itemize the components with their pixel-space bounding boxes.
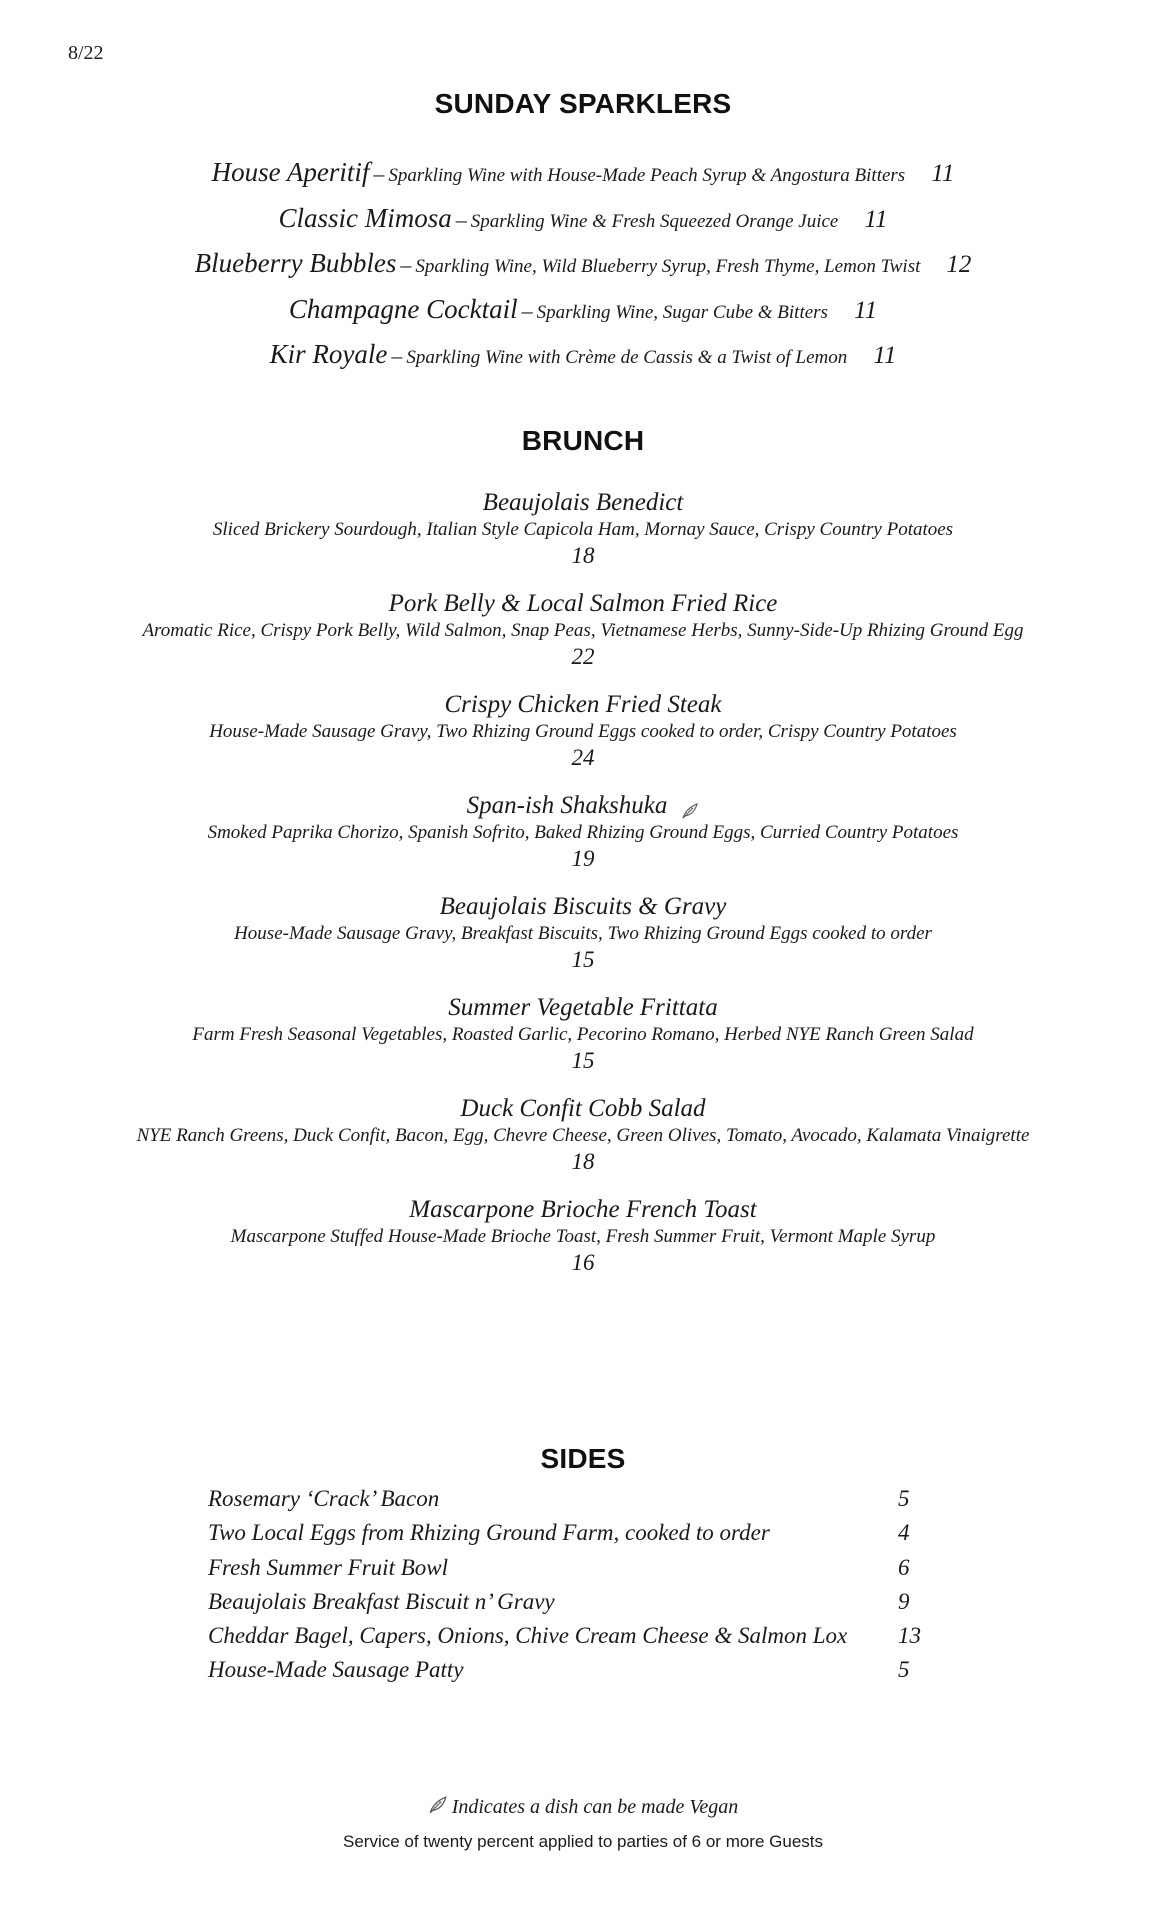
sparkler-name: Blueberry Bubbles [194,248,397,278]
sparkler-name: Kir Royale [269,339,388,369]
dish-desc: Mascarpone Stuffed House-Made Brioche Toast, Fresh Summer Fruit, Vermont Maple Syrup [230,1226,936,1247]
side-price: 5 [898,1486,910,1511]
sparkler-desc: Sparkling Wine, Wild Blueberry Syrup, Fresh Thyme, Lemon Twist [415,256,921,277]
dish-price: 16 [571,1250,595,1275]
dish-desc: Smoked Paprika Chorizo, Spanish Sofrito, Baked Rhizing Ground Eggs, Curried Country Potatoes [207,822,959,843]
dish-price: 15 [571,1048,595,1073]
side-item [208,1619,968,1653]
side-item [208,1653,968,1687]
side-item [208,1516,968,1550]
dish-name: Duck Confit Cobb Salad [460,1095,706,1122]
dish-desc: House-Made Sausage Gravy, Two Rhizing Ground Eggs cooked to order, Crispy Country Potatoes [209,721,957,742]
side-name: Fresh Summer Fruit Bowl [208,1554,448,1580]
leaf-icon [428,1795,448,1815]
sparkler-name: House Aperitif [211,157,370,187]
side-name: Beaujolais Breakfast Biscuit n’ Gravy [208,1588,555,1614]
dish-price: 18 [571,1149,595,1174]
dish-price: 15 [571,947,595,972]
sparkler-price: 12 [946,251,972,278]
dish-desc: Sliced Brickery Sourdough, Italian Style Capicola Ham, Mornay Sauce, Crispy Country Potatoes [212,519,954,540]
sparklers-title: SUNDAY SPARKLERS [434,88,732,119]
dish-desc: Farm Fresh Seasonal Vegetables, Roasted Garlic, Pecorino Romano, Herbed NYE Ranch Green Salad [192,1024,974,1045]
sparkler-desc: Sparkling Wine & Fresh Squeezed Orange Juice [470,210,839,232]
brunch-item [0,589,1166,671]
dish-desc: House-Made Sausage Gravy, Breakfast Biscuits, Two Rhizing Ground Eggs cooked to order [234,923,932,944]
sparkler-item [0,150,1166,196]
dish-name: Beaujolais Biscuits & Gravy [439,893,727,920]
sparklers-list [0,150,1166,378]
side-price: 4 [898,1520,910,1546]
dish-name: Beaujolais Benedict [482,489,684,516]
sparkler-price: 11 [873,342,897,369]
dish-desc: NYE Ranch Greens, Duck Confit, Bacon, Egg, Chevre Cheese, Green Olives, Tomato, Avocado, Kalamata Vinaigrette [136,1125,1030,1146]
side-name: Cheddar Bagel, Capers, Onions, Chive Cream Cheese & Salmon Lox [208,1623,848,1649]
dish-desc: Aromatic Rice, Crispy Pork Belly, Wild Salmon, Snap Peas, Vietnamese Herbs, Sunny-Side-Up Rhizing Ground Egg [142,620,1024,641]
dish-name: Summer Vegetable Frittata [448,994,718,1021]
brunch-item [0,791,1166,873]
leaf-icon [681,798,699,816]
page-number: 8/22 [68,42,104,64]
sparkler-dash: – [521,297,533,323]
sparkler-desc: Sparkling Wine with Crème de Cassis & a Twist of Lemon [406,347,848,368]
side-item [208,1482,968,1516]
side-item [208,1585,968,1619]
sides-title: SIDES [540,1443,626,1474]
side-price: 9 [898,1588,910,1614]
sparkler-dash: – [400,252,412,277]
brunch-title: BRUNCH [521,425,645,456]
side-name: Rosemary ‘Crack’ Bacon [208,1486,440,1511]
sparkler-item [0,332,1166,378]
side-name: Two Local Eggs from Rhizing Ground Farm, cooked to order [208,1520,770,1546]
dish-name: Pork Belly & Local Salmon Fried Rice [388,590,778,617]
sparkler-price: 11 [853,296,878,324]
dish-name: Span-ish Shakshuka [466,792,668,819]
dish-price: 18 [571,543,595,568]
side-price: 13 [898,1623,921,1649]
sparkler-item [0,196,1166,242]
sparkler-price: 11 [931,160,955,187]
dish-price: 19 [571,846,595,871]
brunch-list [0,488,1166,1296]
sparkler-dash: – [391,343,403,368]
sparkler-price: 11 [864,205,888,233]
side-price: 5 [898,1657,910,1683]
sparkler-dash: – [373,161,385,186]
sparkler-item [0,241,1166,287]
sparkler-item [0,287,1166,333]
side-item [208,1551,968,1585]
brunch-item [0,892,1166,974]
sparkler-dash: – [455,206,467,232]
dish-name: Mascarpone Brioche French Toast [409,1196,757,1223]
sparkler-name: Classic Mimosa [278,202,452,233]
sides-list [208,1482,968,1688]
dish-name-row [0,791,1166,821]
vegan-note [0,1795,1166,1819]
dish-price: 22 [571,644,595,669]
sparkler-desc: Sparkling Wine, Sugar Cube & Bitters [536,301,828,323]
dish-name: Crispy Chicken Fried Steak [444,691,722,718]
service-note: Service of twenty percent applied to parties of 6 or more Guests [342,1832,824,1851]
dish-price: 24 [571,745,595,770]
brunch-item [0,1094,1166,1176]
sparkler-name: Champagne Cocktail [288,293,518,324]
sparkler-desc: Sparkling Wine with House-Made Peach Syrup & Angostura Bitters [388,165,906,186]
side-name: House-Made Sausage Patty [208,1657,464,1683]
side-price: 6 [898,1554,910,1580]
brunch-item [0,488,1166,570]
brunch-item [0,993,1166,1075]
brunch-item [0,690,1166,772]
vegan-note-text: Indicates a dish can be made Vegan [451,1796,739,1818]
brunch-item [0,1195,1166,1277]
